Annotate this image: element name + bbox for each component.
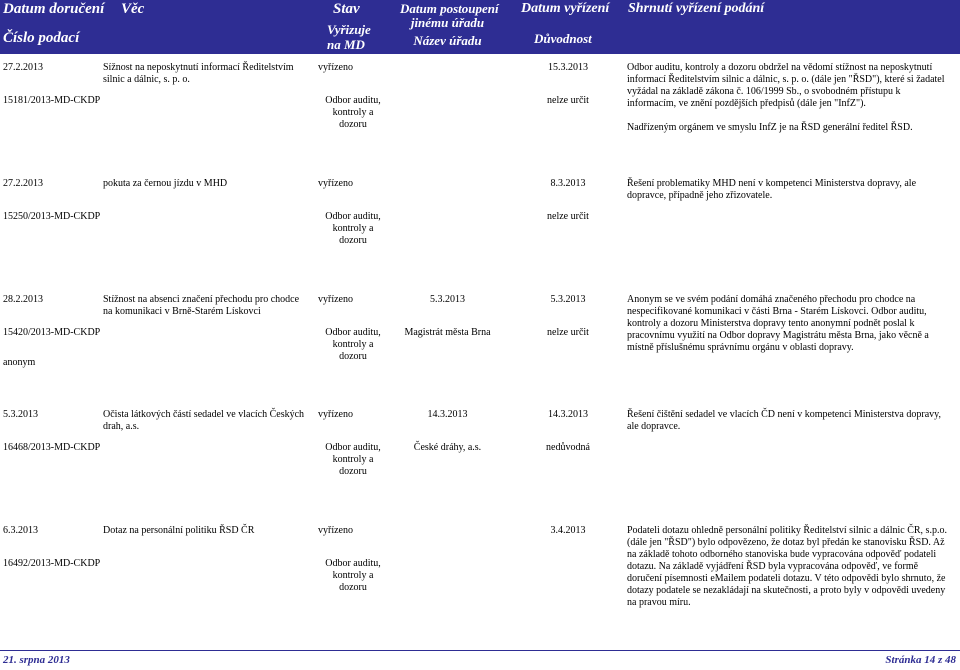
handling-unit: Odbor auditu, kontroly a dozoru (325, 442, 381, 477)
summary (627, 525, 952, 609)
resolved-date: 3.4.2013 (550, 525, 586, 536)
resolved-date: 5.3.2013 (550, 294, 586, 305)
received-date: 6.3.2013 (3, 525, 38, 536)
file-number: 15420/2013-MD-CKDP (3, 327, 101, 338)
handling-unit: Odbor auditu, kontroly a dozoru (325, 558, 381, 593)
file-number: 15250/2013-MD-CKDP (3, 211, 101, 222)
forwarded-office: Magistrát města Brna (404, 327, 491, 338)
received-date: 5.3.2013 (3, 409, 38, 420)
handling-unit: Odbor auditu, kontroly a dozoru (325, 327, 381, 362)
status: vyřízeno (318, 62, 353, 73)
status: vyřízeno (318, 525, 353, 536)
received-date: 27.2.2013 (3, 178, 43, 189)
header-shrnuti: Shrnutí vyřízení podání (628, 1, 765, 16)
subject: Stížnost na absenci značení přechodu pro chodce na komunikaci v Brně-Starém Lískovci (103, 294, 300, 317)
summary (627, 62, 952, 134)
status-cell (318, 409, 388, 478)
status: vyřízeno (318, 409, 353, 420)
sender-cell (3, 409, 101, 454)
header-jinemu-uradu: jinému úřadu (410, 15, 485, 30)
merit: nelze určit (547, 211, 589, 222)
header-cislo-podaci: Číslo podací (3, 30, 80, 46)
subject: Očista látkových částí sedadel ve vlacích Českých drah, a.s. (103, 409, 305, 432)
resolution-cell (528, 525, 608, 537)
sender-cell (3, 294, 101, 369)
status-cell (318, 525, 388, 594)
header-na-md: na MD (327, 37, 365, 52)
status-cell (318, 62, 388, 131)
sender-cell (3, 525, 101, 570)
resolved-date: 8.3.2013 (550, 178, 586, 189)
merit: nedůvodná (546, 442, 590, 453)
summary (627, 294, 952, 354)
merit: nelze určit (547, 95, 589, 106)
file-number: 15181/2013-MD-CKDP (3, 95, 101, 106)
summary (627, 409, 952, 433)
status: vyřízeno (318, 294, 353, 305)
status: vyřízeno (318, 178, 353, 189)
sender-cell (3, 178, 101, 223)
resolution-cell (528, 409, 608, 454)
subject: Dotaz na personální politiku ŘSD ČR (103, 525, 255, 536)
sender-cell (3, 62, 101, 107)
summary-text: Odbor auditu, kontroly a dozoru obdržel na vědomí stížnost na neposkytnutí informací Ředitelstvím silnic a dálnic, s. p. o. (dále jen "ŘSD"), které si žadatel vyžádal na základě zákona č. 106/1999 Sb., o svobodném přístupu k informacím, ve znění pozdějších předpisů (dále jen "InfZ"). (627, 62, 945, 109)
header-datum-doruceni: Datum doručení (3, 1, 105, 17)
subject: Sížnost na neposkytnutí informací Ředitelstvím silnic a dálnic, s. p. o. (103, 62, 294, 85)
resolved-date: 15.3.2013 (548, 62, 588, 73)
file-number: 16468/2013-MD-CKDP (3, 442, 101, 453)
summary-text: Podateli dotazu ohledně personální politiky Ředitelství silnic a dálnic ČR, s.p.o. (dále jen "ŘSD") bylo odpovězeno, že dotaz byl předán ke stanovisku ŘSD. Až na základě tohoto odborného stanoviska bude vypracována odpověď podateli dotazu. Na základě vyjádření ŘSD byla vypracována odpověď, ve formě doručení písemnosti eMailem podateli dotazu. V této odpovědi bylo shrnuto, že dotazy podatele se nezakládají na skutečnosti, a proto byly v odpovědi uvedeny na pravou míru. (627, 525, 947, 608)
header-duvodnost: Důvodnost (534, 31, 592, 46)
header-datum-postoupeni: Datum postoupení (400, 1, 499, 16)
forwarded-date: 5.3.2013 (430, 294, 465, 305)
summary-text: Řešení čištění sedadel ve vlacích ČD není v kompetenci Ministerstva dopravy, ale dopravce. (627, 409, 941, 432)
header-stav: Stav (333, 1, 360, 17)
received-date: 27.2.2013 (3, 62, 43, 73)
status-cell (318, 178, 388, 247)
status-cell (318, 294, 388, 363)
summary-text: Anonym se ve svém podání domáhá značeného přechodu pro chodce na nespecifikované komunikaci v části Brna - Starém Lískovci. Odbor auditu, kontroly a dozoru Ministerstva dopravy tento anonymní podnět poslal k pracovnímu využití na Odbor dopravy Magistrátu města Brna, jako věcně a místně příslušnému správnímu orgánu v oblasti dopravy. (627, 294, 929, 353)
resolution-cell (528, 294, 608, 339)
page-number: Stránka 14 z 48 (885, 654, 956, 666)
header-vyrizuje: Vyřizuje (327, 22, 371, 37)
handling-unit: Odbor auditu, kontroly a dozoru (325, 211, 381, 246)
resolution-cell (528, 178, 608, 223)
forwarded-date: 14.3.2013 (427, 409, 468, 420)
header-vec: Věc (121, 1, 145, 17)
header-datum-vyrizeni: Datum vyřízení (521, 1, 610, 16)
table-header (0, 0, 960, 54)
subject: pokuta za černou jízdu v MHD (103, 178, 228, 189)
resolved-date: 14.3.2013 (548, 409, 588, 420)
sender-anonymous: anonym (3, 357, 36, 368)
file-number: 16492/2013-MD-CKDP (3, 558, 101, 569)
header-nazev-uradu: Název úřadu (413, 33, 482, 48)
forwarded-office: České dráhy, a.s. (413, 442, 482, 453)
page-footer (0, 650, 960, 670)
footer-date: 21. srpna 2013 (3, 654, 70, 666)
summary (627, 178, 952, 202)
resolution-cell (528, 62, 608, 107)
merit: nelze určit (547, 327, 589, 338)
forwarding-cell (400, 409, 495, 454)
forwarding-cell (400, 294, 495, 339)
summary-text: Řešení problematiky MHD není v kompetenci Ministerstva dopravy, ale dopravce, případně jeho zřizovatele. (627, 178, 917, 201)
summary-text-2: Nadřízeným orgánem ve smyslu InfZ je na ŘSD generální ředitel ŘSD. (627, 122, 913, 133)
received-date: 28.2.2013 (3, 294, 43, 305)
handling-unit: Odbor auditu, kontroly a dozoru (325, 95, 381, 130)
